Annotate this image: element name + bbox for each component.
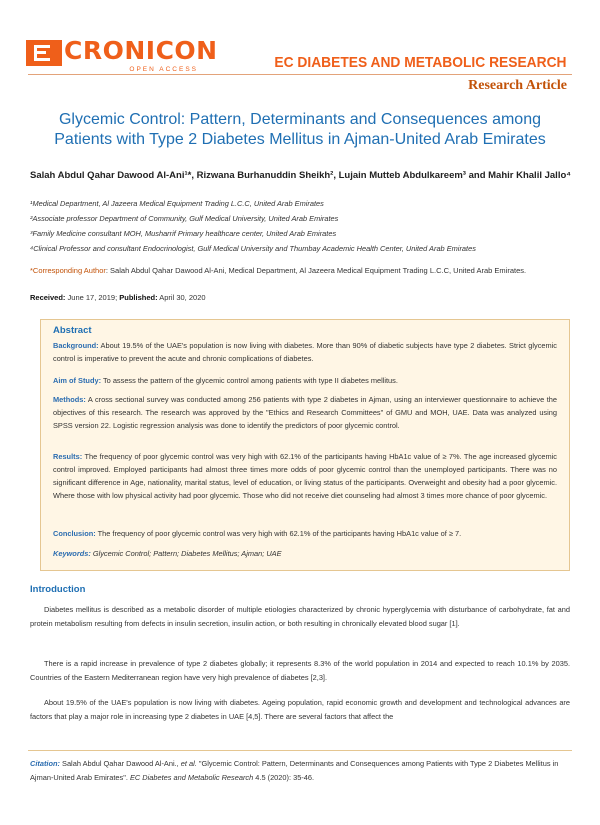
citation-text: Salah Abdul Qahar Dawood Al-Ani., [59, 759, 181, 768]
citation-journal: EC Diabetes and Metabolic Research [129, 773, 254, 782]
affiliation-4: ⁴Clinical Professor and consultant Endocrinologist, Gulf Medical University and Thumbay Academic Health Center, United Arab Emirates [30, 244, 476, 253]
abstract-section-text: The frequency of poor glycemic control was very high with 62.1% of the participants having HbA1c value of ≥ 7. [95, 529, 462, 538]
citation [30, 757, 570, 785]
header-divider [28, 74, 572, 75]
abstract-section-label: Methods: [53, 395, 86, 404]
abstract-section-text: About 19.5% of the UAE's population is now living with diabetes. More than 90% of diabetic subjects have type 2 diabetes. Strict glycemic control is imperative to prevent the acute and chronic complications of diabetes. [53, 341, 557, 363]
received-date: June 17, 2019; [65, 293, 118, 302]
journal-name: EC DIABETES AND METABOLIC RESEARCH [274, 54, 567, 71]
introduction-heading: Introduction [30, 584, 86, 595]
corresponding-author [30, 264, 575, 277]
intro-paragraph-2: There is a rapid increase in prevalence of type 2 diabetes globally; it represents 8.3% of the world population in 2014 and expected to reach 10.1% by 2035. Countries of the Eastern Mediterranean region have very high prevalence of diabetes [2,3]. [30, 659, 570, 682]
citation-etal: et al. [180, 759, 197, 768]
article-type: Research Article [468, 78, 567, 93]
keywords-label: Keywords: [53, 549, 91, 558]
paper-title: Glycemic Control: Pattern, Determinants and Consequences among Patients with Type 2 Diabetes Mellitus in Ajman-United Arab Emirates [54, 111, 546, 148]
abstract-section-label: Aim of Study: [53, 376, 102, 385]
keywords-text: Glycemic Control; Pattern; Diabetes Mellitus; Ajman; UAE [90, 549, 282, 558]
abstract-section-text: The frequency of poor glycemic control was very high with 62.1% of the participants having HbA1c value of ≥ 7%. The age increased glycemic control improved. Employed participants had almost three times more odds of poor glycemic control than the unemployed participants. There was no significant difference in Age, nationality, marital status, level of education, or living status of the participants. Overweight and obesity had a poor glycemic. Where those with low physical activity had poor glycemic. Those who did not receive diet counseling had almost 3 times more chance of poor glycemic. [53, 452, 557, 500]
logo-tagline: OPEN ACCESS [129, 66, 198, 73]
abstract-section-text: A cross sectional survey was conducted among 256 patients with type 2 diabetes in Ajman, using an interviewer questionnaire to achieve the objectives of this research. The research was approved by the "Ethics and Research Committees" of GMU and MOH, UAE. Data was analyzed using SPSS version 22. Logistic regression analysis was done to identify the predictors of poor glycemic control. [53, 395, 557, 430]
abstract-results [53, 450, 557, 502]
footer-divider [28, 750, 572, 751]
abstract-section-text: To assess the pattern of the glycemic control among patients with type II diabetes mellitus. [101, 376, 398, 385]
abstract-background [53, 339, 557, 365]
abstract-heading: Abstract [53, 325, 92, 336]
citation-volume: 4.5 (2020): 35-46. [253, 773, 315, 782]
affiliation-2: ²Associate professor Department of Community, Gulf Medical University, United Arab Emirates [30, 214, 339, 223]
citation-title: "Glycemic Control: Pattern, Determinants and Consequences among Patients with Type 2 Diabetes Mellitus in Ajman-United Arab Emirates". [30, 759, 559, 782]
abstract-methods [53, 393, 557, 432]
affiliation-3: ³Family Medicine consultant MOH, Musharrif Primary healthcare center, United Arab Emirates [30, 229, 337, 238]
keywords [53, 549, 282, 558]
abstract-section-label: Results: [53, 452, 83, 461]
intro-paragraph-3: About 19.5% of the UAE's population is now living with diabetes. Ageing population, rapid economic growth and development and technological advances are factors that play a major role in increasing type 2 diabetes in UAE [4,5]. There are several factors that affect the [30, 698, 570, 721]
received-label: Received: [30, 293, 66, 302]
corresponding-author-text: : Salah Abdul Qahar Dawood Al-Ani, Medical Department, Al Jazeera Medical Equipment Trading L.C.C, United Arab Emirates. [105, 266, 527, 275]
logo-e-mark-icon [26, 40, 62, 66]
abstract-section-label: Background: [53, 341, 99, 350]
abstract-conclusion [53, 527, 557, 540]
cronicon-logo [26, 36, 218, 76]
published-date: April 30, 2020 [157, 293, 206, 302]
abstract-aim [53, 374, 557, 387]
corresponding-author-label: *Corresponding Author [30, 266, 106, 275]
citation-label: Citation: [30, 759, 60, 768]
intro-paragraph-1: Diabetes mellitus is described as a metabolic disorder of multiple etiologies characterized by chronic hyperglycemia with disturbance of carbohydrate, fat and protein metabolism resulting from defects in insulin secretion, insulin action, or both resulting in chronically elevated blood sugar [1]. [30, 605, 570, 628]
abstract-section-label: Conclusion: [53, 529, 96, 538]
author-list: Salah Abdul Qahar Dawood Al-Ani¹*, Rizwana Burhanuddin Sheikh², Lujain Mutteb Abdulkareem³ and Mahir Khalil Jallo⁴ [30, 170, 571, 181]
logo-wordmark: CRONICON [64, 36, 218, 65]
article-dates [30, 293, 206, 302]
affiliation-1: ¹Medical Department, Al Jazeera Medical Equipment Trading L.C.C, United Arab Emirates [30, 199, 324, 208]
published-label: Published: [117, 293, 158, 302]
